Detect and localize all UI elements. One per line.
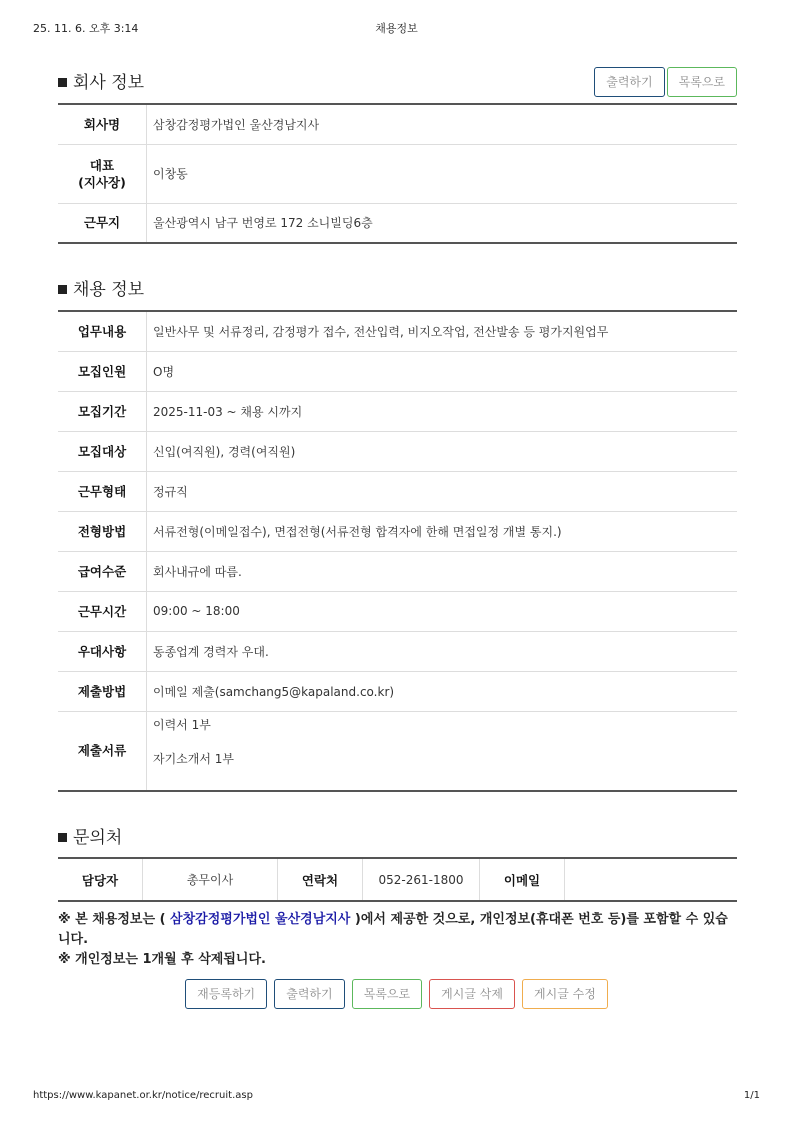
table-row <box>58 858 737 901</box>
delete-post-button[interactable]: 게시글 삭제 <box>429 979 515 1009</box>
top-button-group <box>592 67 737 97</box>
workplace-value: 울산광역시 남구 번영로 172 소니빌딩6층 <box>153 216 373 231</box>
table-row <box>58 551 737 591</box>
row-label: 근무지 <box>58 203 147 243</box>
row-value: O명 <box>147 351 738 391</box>
row-label: 제출서류 <box>58 711 147 791</box>
print-button[interactable]: 출력하기 <box>594 67 664 97</box>
table-row <box>58 144 737 203</box>
table-row <box>58 104 737 144</box>
row-label: 업무내용 <box>58 311 147 351</box>
print-button[interactable]: 출력하기 <box>274 979 344 1009</box>
table-row <box>58 591 737 631</box>
privacy-notice <box>58 910 738 970</box>
reregister-button[interactable]: 재등록하기 <box>185 979 267 1009</box>
print-datetime: 25. 11. 6. 오후 3:14 <box>33 22 139 35</box>
bottom-button-group <box>0 979 793 1009</box>
print-header <box>33 20 760 36</box>
table-row <box>58 631 737 671</box>
list-button[interactable]: 목록으로 <box>667 67 737 97</box>
company-section-title: 회사 정보 <box>58 68 144 93</box>
table-row <box>58 351 737 391</box>
table-row <box>58 431 737 471</box>
representative-value: 이창동 <box>147 144 738 203</box>
recruit-info-table <box>58 310 737 792</box>
row-label: 근무형태 <box>58 471 147 511</box>
email-value <box>565 858 738 901</box>
table-row <box>58 511 737 551</box>
row-value: 일반사무 및 서류정리, 감정평가 접수, 전산입력, 비지오작업, 전산발송 등 평가지원업무 <box>147 311 738 351</box>
square-bullet-icon <box>58 78 67 87</box>
table-row <box>58 311 737 351</box>
row-value: 2025-11-03 ~ 채용 시까지 <box>147 391 738 431</box>
row-label: 회사명 <box>58 104 147 144</box>
row-label: 제출방법 <box>58 671 147 711</box>
row-label: 근무시간 <box>58 591 147 631</box>
document-item: 이력서 1부 <box>153 717 211 732</box>
row-value: 정규직 <box>147 471 738 511</box>
phone-label: 연락처 <box>278 858 363 901</box>
notice-line-2: ※ 개인정보는 1개월 후 삭제됩니다. <box>58 952 266 967</box>
print-page-title: 채용정보 <box>375 22 418 35</box>
document-item: 자기소개서 1부 <box>153 751 235 766</box>
page-url: https://www.kapanet.or.kr/notice/recruit.asp <box>33 1090 253 1101</box>
list-button[interactable]: 목록으로 <box>352 979 422 1009</box>
page-number: 1/1 <box>743 1090 760 1101</box>
table-row <box>58 203 737 243</box>
table-row <box>58 391 737 431</box>
table-row <box>58 471 737 511</box>
row-label: 우대사항 <box>58 631 147 671</box>
edit-post-button[interactable]: 게시글 수정 <box>522 979 608 1009</box>
row-label: 모집기간 <box>58 391 147 431</box>
row-value: 서류전형(이메일접수), 면접전형(서류전형 합격자에 한해 면접일정 개별 통지.) <box>147 511 738 551</box>
manager-label: 담당자 <box>58 858 143 901</box>
table-row <box>58 671 737 711</box>
contact-table <box>58 857 737 902</box>
row-value: 동종업계 경력자 우대. <box>147 631 738 671</box>
square-bullet-icon <box>58 833 67 842</box>
row-value: 이메일 제출(samchang5@kapaland.co.kr) <box>147 671 738 711</box>
row-label: 모집인원 <box>58 351 147 391</box>
row-value <box>147 711 738 791</box>
email-label: 이메일 <box>480 858 565 901</box>
manager-value: 총무이사 <box>143 858 278 901</box>
contact-section-title: 문의처 <box>58 823 122 848</box>
row-value: 신입(여직원), 경력(여직원) <box>147 431 738 471</box>
row-label: 대표 (지사장) <box>58 144 147 203</box>
notice-company: 삼창감정평가법인 울산경남지사 <box>170 912 351 927</box>
row-label: 전형방법 <box>58 511 147 551</box>
notice-line-1: ※ 본 채용정보는 ( 삼창감정평가법인 울산경남지사 )에서 제공한 것으로, 개인정보(휴대폰 번호 등)를 포함할 수 있습니다. <box>58 912 728 947</box>
print-footer <box>33 1090 760 1106</box>
row-label: 모집대상 <box>58 431 147 471</box>
row-label: 급여수준 <box>58 551 147 591</box>
recruit-section-title: 채용 정보 <box>58 275 144 300</box>
table-row <box>58 711 737 791</box>
company-name-value: 삼창감정평가법인 울산경남지사 <box>147 104 738 144</box>
square-bullet-icon <box>58 285 67 294</box>
row-value: 회사내규에 따름. <box>147 551 738 591</box>
phone-value: 052-261-1800 <box>363 858 480 901</box>
row-value: 09:00 ~ 18:00 <box>147 591 738 631</box>
company-info-table <box>58 103 737 244</box>
